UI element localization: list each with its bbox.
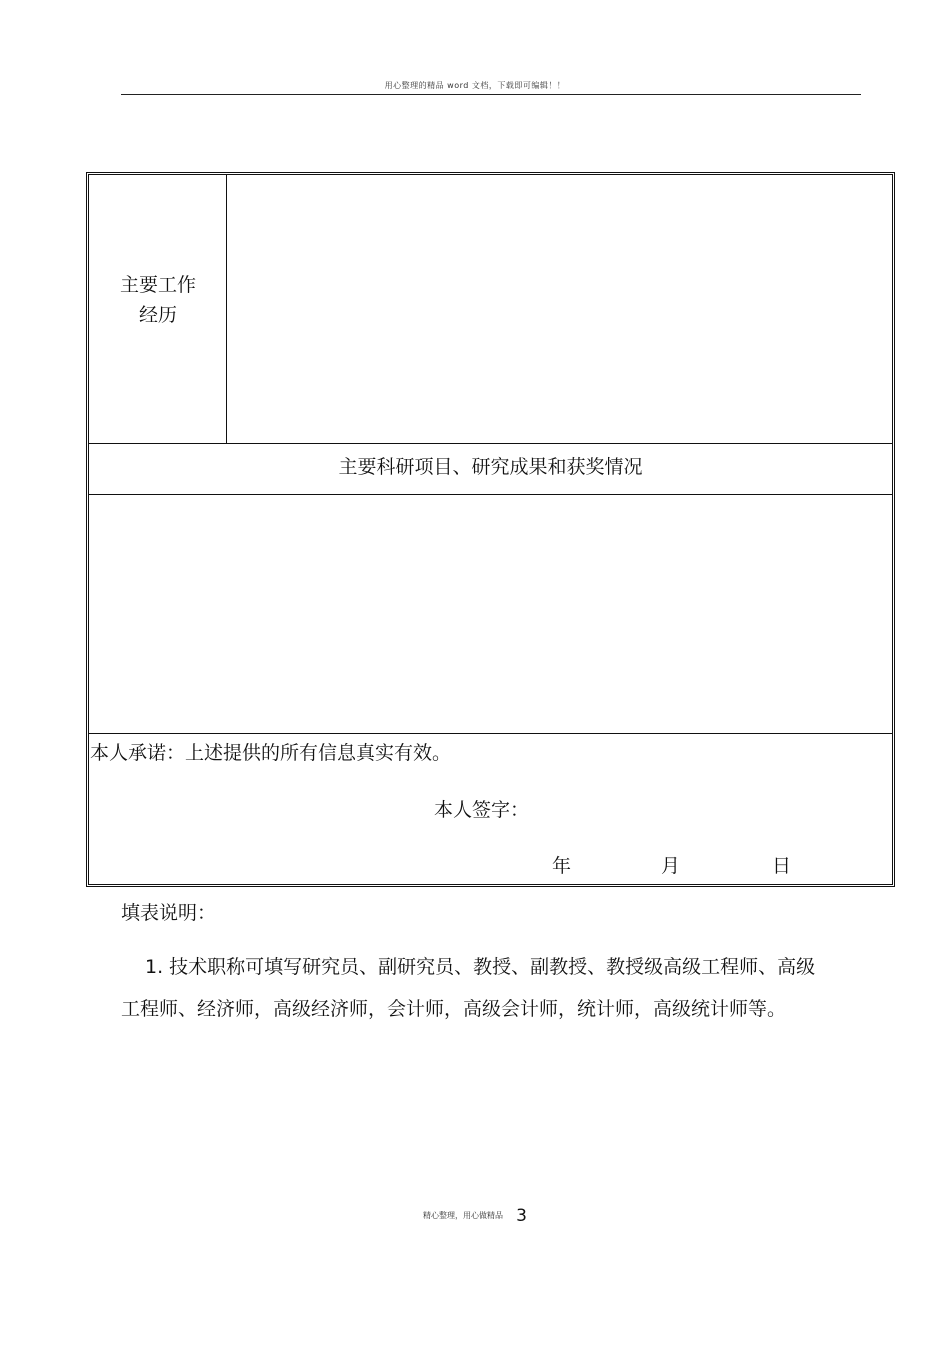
work-history-label bbox=[92, 270, 224, 330]
label-column-divider bbox=[226, 174, 227, 443]
work-history-label-line2: 经历 bbox=[138, 304, 177, 326]
notes-title: 填表说明： bbox=[121, 902, 217, 924]
work-history-field[interactable] bbox=[228, 175, 890, 441]
page-footer bbox=[0, 1205, 950, 1226]
row-divider-2 bbox=[89, 494, 892, 495]
footer-text: 精心整理，用心做精品 bbox=[423, 1211, 504, 1220]
row-divider-1 bbox=[89, 443, 892, 444]
date-day-label: 日 bbox=[772, 855, 792, 877]
page-header-text: 用心整理的精品 word 文档，下载即可编辑！！ bbox=[384, 81, 566, 90]
row-divider-3 bbox=[89, 733, 892, 734]
work-history-label-line1: 主要工作 bbox=[119, 274, 196, 296]
research-field[interactable] bbox=[90, 496, 890, 732]
pledge-text: 本人承诺：上述提供的所有信息真实有效。 bbox=[90, 742, 452, 764]
signature-label: 本人签字： bbox=[434, 799, 530, 821]
date-month-label: 月 bbox=[661, 855, 681, 877]
page-number: 3 bbox=[516, 1205, 527, 1226]
header-rule bbox=[121, 94, 861, 95]
date-year-label: 年 bbox=[552, 855, 572, 877]
notes-item-1: 1. 技术职称可填写研究员、副研究员、教授、副教授、教授级高级工程师、高级工程师、经济师，高级经济师，会计师，高级会计师，统计师，高级统计师等。 bbox=[121, 956, 816, 1020]
research-section-title: 主要科研项目、研究成果和获奖情况 bbox=[338, 456, 643, 478]
